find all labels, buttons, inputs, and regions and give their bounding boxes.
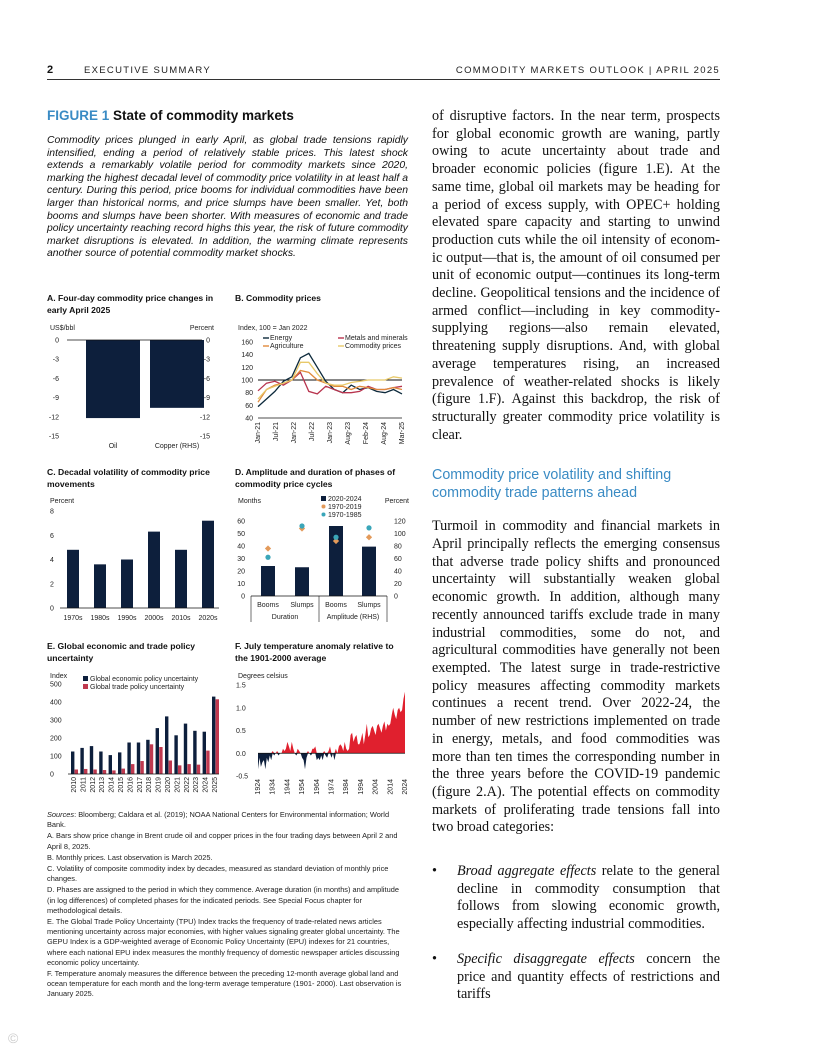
note-d: D. Phases are assigned to the period in which they commence. Average duration (in months) and amplitude (in log differences) of completed phases for the indicated periods. See Special Focus chapter for methodological details. (47, 885, 399, 915)
bar-1 (150, 340, 204, 408)
bullet-item (432, 863, 720, 934)
bar-2013 (99, 752, 102, 775)
x-tick-label: 2016 (127, 777, 135, 793)
legend-label: Commodity prices (345, 343, 402, 350)
y-tick-label: 6 (50, 532, 54, 540)
x-tick-label: Slumps (357, 602, 381, 609)
x-tick-label: Aug-24 (381, 422, 388, 445)
x-tick-label: 1924 (255, 779, 262, 795)
x-tick-label: Slumps (290, 602, 314, 609)
y-tick-label-right: -3 (203, 356, 210, 364)
note-c: C. Volatility of composite commodity index by decades, measured as standard deviation of monthly price changes. (47, 864, 389, 884)
y-tick-label: -6 (52, 375, 59, 383)
x-tick-label: 2004 (372, 779, 380, 795)
y-tick-label-right: 0 (394, 593, 398, 601)
bar-2017 (137, 743, 140, 775)
group-label: Duration (271, 614, 299, 621)
bullet-icon: • (432, 950, 437, 967)
bar-0 (86, 340, 140, 418)
legend-label: Energy (270, 335, 293, 342)
bar-2022 (187, 764, 190, 774)
y-tick-label: 0 (241, 593, 245, 601)
x-tick-label: 2015 (118, 777, 125, 793)
legend-label: 1970-1985 (328, 512, 362, 519)
bar-2018 (150, 744, 153, 774)
y-tick-label: 160 (241, 339, 253, 347)
running-header-section: EXECUTIVE SUMMARY (84, 65, 211, 76)
bar-2024 (203, 732, 206, 774)
bar-2020 (165, 716, 168, 774)
bar-2020s (202, 521, 214, 608)
y-tick-label: 100 (241, 377, 253, 385)
y-axis-label-left: US$/bbl (50, 325, 75, 332)
y-tick-label: 30 (237, 556, 245, 563)
bar-2019 (159, 747, 162, 774)
legend-swatch (83, 684, 88, 689)
figure-title-text: State of commodity markets (113, 108, 294, 123)
bar-1970s (67, 550, 79, 608)
bullet-text: concern the price and quantity effects of restrictions and tariffs (457, 950, 720, 1003)
x-tick-label: 1990s (117, 615, 137, 622)
dot-marker (366, 525, 371, 530)
y-tick-label: 140 (241, 352, 253, 360)
bullet-text: relate to the general decline in commodity consumption that follows from slowing economic growth, especially affecting industrial commodities. (457, 863, 720, 933)
bar-2010 (71, 752, 74, 775)
y-tick-label: 20 (237, 568, 245, 576)
bar-2018 (146, 740, 149, 774)
chart-b (235, 318, 410, 455)
page-number: 2 (47, 64, 54, 76)
y-tick-label-right: 0 (206, 337, 210, 345)
x-tick-label: 1954 (299, 779, 307, 795)
y-tick-label-right: -9 (203, 395, 210, 403)
y-axis-label: Percent (50, 498, 75, 505)
x-tick-label: 2023 (193, 777, 201, 793)
chart-f (235, 668, 410, 803)
y-tick-label-right: -15 (199, 433, 210, 441)
bar (261, 566, 275, 596)
x-tick-label: 1944 (284, 779, 292, 795)
bullet-term: Specific disaggregate effects (457, 950, 635, 967)
y-tick-label-right: 40 (394, 568, 402, 576)
y-tick-label: 0.5 (236, 728, 246, 735)
bar-2014 (109, 755, 112, 774)
x-tick-label: Oil (108, 443, 118, 450)
y-axis-label-left: Months (238, 498, 261, 505)
y-tick-label: 400 (50, 699, 62, 707)
y-tick-label: -9 (52, 395, 59, 403)
section-heading: Commodity price volatility and shifting commodity trade patterns ahead (432, 467, 672, 502)
negative-anomaly-area (258, 753, 405, 769)
panel-a-title: A. Four-day commodity price changes in early April 2025 (47, 293, 214, 315)
figure-notes (47, 810, 408, 1001)
bar-2021 (174, 735, 177, 774)
bar-2021 (178, 765, 181, 774)
x-tick-label: 2021 (174, 777, 182, 793)
x-tick-label: 1980s (90, 615, 110, 622)
watermark-logo: © (8, 1030, 19, 1046)
bullet-icon: • (432, 863, 437, 880)
panel-e-title: E. Global economic and trade policy uncertainty (47, 641, 196, 663)
y-tick-label: 500 (50, 681, 62, 689)
bar-2010s (175, 550, 187, 608)
running-header-publication: COMMODITY MARKETS OUTLOOK | APRIL 2025 (455, 65, 720, 76)
y-tick-label: 50 (237, 531, 245, 538)
bar-2023 (197, 765, 200, 774)
x-tick-label: 1934 (269, 779, 277, 795)
y-axis-label: Index (50, 673, 68, 680)
y-tick-label: 1.5 (236, 682, 246, 690)
bar-2000s (148, 532, 160, 608)
y-tick-label: 100 (50, 753, 62, 761)
bar-2016 (127, 743, 130, 775)
bar-2024 (206, 751, 209, 774)
legend-swatch (322, 513, 326, 517)
y-tick-label: 0 (55, 337, 59, 345)
x-tick-label: 2019 (155, 777, 163, 793)
legend-label: 1970-2019 (328, 504, 362, 511)
bar-2025 (212, 697, 215, 774)
chart-c (47, 495, 222, 625)
x-tick-label: 2022 (183, 777, 191, 793)
y-tick-label-right: 20 (394, 581, 402, 588)
figure-number: FIGURE 1 (47, 108, 110, 123)
bar-2016 (131, 764, 134, 774)
x-tick-label: 2017 (136, 777, 144, 793)
x-tick-label: Jan-23 (327, 422, 334, 444)
note-a: A. Bars show price change in Brent crude oil and copper prices in the four trading days between April 2 and April 8, 2025. (47, 831, 398, 851)
x-tick-label: Mar-25 (399, 422, 406, 445)
y-tick-label: 0 (50, 771, 54, 779)
bar-2023 (193, 731, 196, 774)
x-tick-label: Feb-24 (363, 422, 370, 445)
legend-swatch (83, 676, 88, 681)
bar-2012 (90, 746, 93, 774)
bar-2014 (112, 770, 115, 774)
x-tick-label: 2010 (71, 777, 78, 793)
y-axis-label: Degrees celsius (238, 673, 288, 680)
bar (362, 547, 376, 596)
x-tick-label: 1970s (63, 615, 83, 622)
chart-a (47, 318, 222, 453)
y-tick-label-right: 100 (394, 531, 406, 538)
sources-text: : Bloomberg; Caldara et al. (2019); NOAA National Centers for Environmental information; World Bank. (47, 810, 390, 830)
bar-2020 (169, 761, 172, 775)
series-line-3 (258, 362, 402, 399)
legend-label: Global economic policy uncertainty (90, 676, 199, 683)
note-f: F. Temperature anomaly measures the difference between the preceding 12-month average global land and ocean temperature for each month and the long-term average temperature (1901- 2000). Last observation is January 2025. (47, 969, 402, 999)
dot-marker (265, 555, 270, 560)
y-tick-label: 8 (50, 508, 54, 516)
x-tick-label: Jan-22 (291, 422, 298, 444)
note-e: E. The Global Trade Policy Uncertainty (TPU) Index tracks the frequency of trade-related news articles mentioning uncertainty across major economies, with higher values signaling greater global uncertainty. The GEPU Index is a GDP-weighted average of Economic Policy Uncertainty (EPU) indexes for 21 countries, where each national EPU index measures the monthly frequency of domestic newspaper articles discussing economic policy uncertainty. (47, 917, 400, 967)
y-tick-label: 80 (245, 390, 253, 398)
panel-c-title: C. Decadal volatility of commodity price movements (47, 467, 210, 489)
bar-2012 (93, 770, 96, 775)
x-tick-label: 1964 (313, 779, 321, 795)
panel-f-title: F. July temperature anomaly relative to the 1901-2000 average (235, 641, 394, 663)
x-tick-label: 2010s (171, 615, 191, 622)
y-axis-label-right: Percent (384, 498, 409, 505)
series-line-1 (258, 372, 402, 394)
dot-marker (333, 535, 338, 540)
diamond-marker (265, 545, 271, 551)
x-tick-label: 2018 (146, 777, 154, 793)
y-tick-label: 10 (237, 581, 245, 588)
y-tick-label: 0 (50, 605, 54, 613)
note-b: B. Monthly prices. Last observation is March 2025. (47, 852, 213, 862)
bar-2010 (75, 770, 78, 775)
x-tick-label: 2024 (402, 779, 409, 795)
x-tick-label: Booms (257, 602, 279, 609)
x-tick-label: 2020s (198, 615, 218, 622)
x-tick-label: 1984 (343, 779, 351, 795)
y-tick-label: 4 (50, 557, 54, 564)
body-paragraph-2: Turmoil in commodity and financial markets in April principally reflects the emerging consensus that adverse trade policy shifts and pronounced uncertainty will substantially weaken global economic growth. In addition, although many recently announced tariffs exclude trade in many industrial commodities, some do not, and agricultural commodities have generally not been exempted. The latest surge in trade-restrictive policy measures affecting commodity markets continues a recent trend. Over 2022-24, the number of new restrictions implemented on trade in energy, metals, and food commodities was more than ten times the corresponding number in the three years before the COVID-19 pandemic (figure 2.A). The potential effects on commodity markets of proliferating trade tensions fall into two broad categories: (432, 518, 720, 836)
legend-swatch (322, 505, 326, 509)
body-column (432, 108, 720, 1004)
bar-1980s (94, 564, 106, 608)
y-tick-label-right: 60 (394, 556, 402, 563)
dot-marker (299, 523, 304, 528)
x-tick-label: 1994 (357, 779, 365, 795)
y-axis-label-right: Percent (189, 325, 214, 332)
x-tick-label: 2011 (80, 777, 88, 793)
x-tick-label: Jan-21 (255, 422, 262, 444)
y-axis-label: Index, 100 = Jan 2022 (238, 325, 308, 332)
bar-2019 (156, 728, 159, 774)
x-tick-label: 2013 (99, 777, 107, 793)
chart-e (47, 668, 222, 803)
x-tick-label: 1974 (328, 779, 336, 795)
body-paragraph-1: of disruptive factors. In the near term, prospects for global economic growth are waning, partly owing to acute uncertainty about trade and broader economic policies (figure 1.E). At the same time, global oil markets may be heading for a period of excess supply, with OPEC+ holding elevated spare capacity and starting to unwind production cuts while the oil intensity of economic output—that is, the amount of oil consumed per unit of economic output—continues its long-term decline. Geopolitical tensions and the incidence of armed conflict—including in key commodity-supplying regions—also remain elevated, threatening supply disruptions. And, with global average temperatures rising, an increased prevalence of weather-related shocks is likely (figure 1.F). Against this backdrop, the risk of structurally greater commodity price volatility is clear. (432, 108, 720, 443)
y-tick-label: 300 (50, 717, 62, 725)
note-sources (47, 810, 408, 830)
y-tick-label: -15 (48, 433, 59, 441)
bar-2017 (140, 761, 143, 774)
x-tick-label: 2024 (202, 777, 210, 793)
legend-label: 2020-2024 (328, 496, 362, 503)
panel-d-title: D. Amplitude and duration of phases of commodity price cycles (235, 467, 396, 489)
x-tick-label: 2012 (89, 777, 97, 793)
y-tick-label: 120 (241, 364, 253, 372)
x-tick-label: 2020 (165, 777, 172, 793)
x-tick-label: 2014 (387, 779, 395, 795)
bar-2022 (184, 724, 187, 774)
x-tick-label: Jul-21 (273, 422, 280, 442)
bar-2011 (84, 769, 87, 774)
y-tick-label: -3 (52, 356, 59, 364)
y-tick-label: -0.5 (236, 773, 249, 781)
group-label: Amplitude (RHS) (326, 614, 380, 621)
positive-anomaly-area (258, 692, 405, 754)
bullet-item (432, 951, 720, 1004)
diamond-marker (366, 534, 372, 540)
figure-intro: Commodity prices plunged in early April, as global trade tensions rapidly intensified, ending a period of relatively stable prices. This latest shock extends a remarkably volatile period for commodity markets since 2020, marking the highest decadal level of commodity price volatility in at least half a century. During this period, price booms for individual commodities have been larger than historical norms, and price slumps have been smaller. Yet, both booms and slumps have been shorter. With measures of economic and trade policy uncertainty reaching record highs this year, the risk of future commodity market disruptions is elevated. In addition, the warming climate represents another source of potential commodity market shocks. (47, 135, 408, 260)
panel-b-title: B. Commodity prices (235, 293, 321, 303)
y-tick-label-right: 120 (394, 518, 406, 526)
bar-1990s (121, 560, 133, 609)
y-tick-label: 1.0 (236, 705, 246, 713)
bar-2013 (103, 770, 106, 774)
x-tick-label: 2014 (108, 777, 116, 793)
y-tick-label: 0.0 (236, 750, 246, 758)
y-tick-label: 60 (245, 402, 253, 410)
y-tick-label-right: -6 (203, 375, 210, 383)
legend-label: Global trade policy uncertainty (90, 684, 185, 691)
x-tick-label: Aug-23 (345, 422, 352, 445)
chart-d (235, 495, 410, 625)
x-tick-label: Copper (RHS) (154, 443, 200, 450)
bar (295, 567, 309, 596)
y-tick-label: 2 (50, 581, 54, 589)
y-tick-label: 40 (237, 543, 245, 551)
y-tick-label-right: -12 (199, 414, 210, 422)
bar-2011 (80, 748, 83, 774)
y-tick-label: 60 (237, 518, 245, 526)
y-tick-label: -12 (48, 414, 59, 422)
sources-label: Sources (47, 810, 75, 819)
x-tick-label: Jul-22 (309, 422, 316, 442)
bullet-term: Broad aggregate effects (457, 863, 597, 880)
legend-swatch (321, 496, 326, 501)
bar-2015 (122, 769, 125, 774)
figure-title (47, 108, 294, 123)
bar-2015 (118, 752, 121, 774)
x-tick-label: 2025 (212, 777, 219, 793)
y-tick-label-right: 80 (394, 543, 402, 551)
y-tick-label: 200 (50, 735, 62, 743)
legend-label: Agriculture (270, 343, 304, 350)
y-tick-label: 40 (245, 415, 253, 423)
x-tick-label: Booms (325, 602, 347, 609)
bar-2025 (216, 699, 219, 774)
x-tick-label: 2000s (144, 615, 164, 622)
legend-label: Metals and minerals (345, 335, 408, 342)
header-rule (47, 79, 720, 80)
